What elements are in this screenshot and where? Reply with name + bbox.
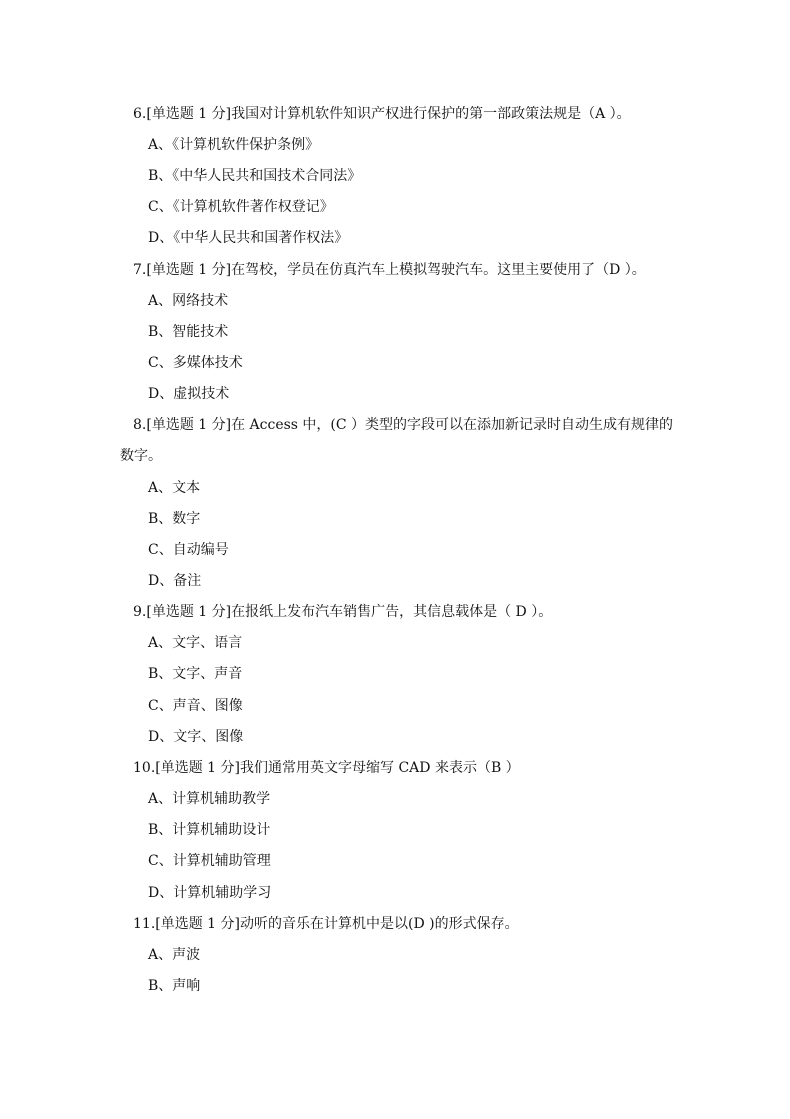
question-9-option-d: D、文字、图像	[148, 729, 244, 745]
question-10: 10.[单选题 1 分]我们通常用英文字母缩写 CAD 来表示（B ）	[133, 760, 520, 776]
question-7-option-c: C、多媒体技术	[148, 355, 243, 371]
question-8-option-a: A、文本	[148, 480, 201, 496]
question-10-option-c: C、计算机辅助管理	[148, 853, 271, 869]
question-11-option-b: B、声响	[148, 978, 201, 994]
question-6-option-d: D、《中华人民共和国著作权法》	[148, 230, 349, 246]
question-6-option-a: A、《计算机软件保护条例》	[148, 137, 320, 153]
question-9: 9.[单选题 1 分]在报纸上发布汽车销售广告，其信息载体是（ D ）。	[133, 604, 553, 620]
question-8: 8.[单选题 1 分]在 Access 中，(C ）类型的字段可以在添加新记录时自动生成有规律的数字。	[120, 417, 674, 464]
question-10-option-b: B、计算机辅助设计	[148, 822, 271, 838]
question-8-option-b: B、数字	[148, 511, 201, 527]
question-7-option-b: B、智能技术	[148, 324, 229, 340]
question-8-option-d: D、备注	[148, 573, 202, 589]
question-10-option-d: D、计算机辅助学习	[148, 885, 272, 901]
question-9-option-a: A、文字、语言	[148, 635, 243, 651]
question-11: 11.[单选题 1 分]动听的音乐在计算机中是以(D )的形式保存。	[133, 916, 519, 932]
question-9-option-c: C、声音、图像	[148, 698, 243, 714]
question-7-option-d: D、虚拟技术	[148, 386, 230, 402]
question-8-option-c: C、自动编号	[148, 542, 229, 558]
question-10-option-a: A、计算机辅助教学	[148, 791, 271, 807]
question-6-option-c: C、《计算机软件著作权登记》	[148, 199, 334, 215]
question-11-option-a: A、声波	[148, 947, 201, 963]
question-6: 6.[单选题 1 分]我国对计算机软件知识产权进行保护的第一部政策法规是（A ）。	[133, 106, 631, 122]
question-6-option-b: B、《中华人民共和国技术合同法》	[148, 168, 362, 184]
question-7: 7.[单选题 1 分]在驾校，学员在仿真汽车上模拟驾驶汽车。这里主要使用了（D ）。	[133, 262, 646, 278]
question-7-option-a: A、网络技术	[148, 293, 229, 309]
question-9-option-b: B、文字、声音	[148, 666, 243, 682]
